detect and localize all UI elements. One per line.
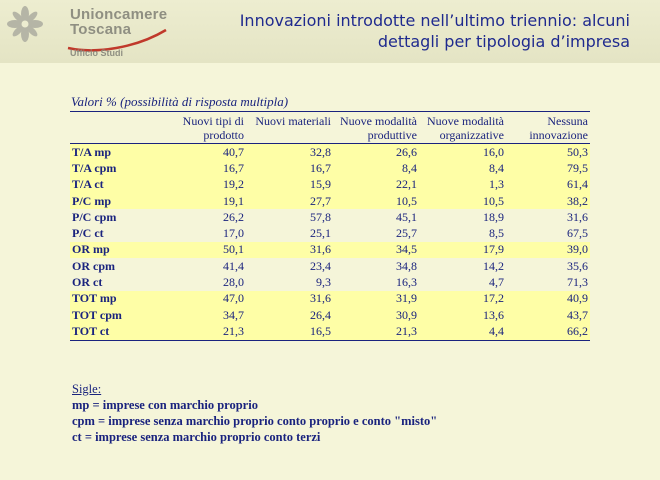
table-cell: 35,6 — [506, 258, 590, 274]
row-label: P/C mp — [70, 193, 156, 209]
table-cell: 8,4 — [333, 160, 419, 176]
table-cell: 66,2 — [506, 323, 590, 340]
table-cell: 8,4 — [419, 160, 506, 176]
table-row — [70, 144, 590, 161]
table-cell: 26,4 — [246, 307, 333, 323]
table-row — [70, 307, 590, 323]
table-cell: 34,8 — [333, 258, 419, 274]
row-label: TOT mp — [70, 291, 156, 307]
table-cell: 8,5 — [419, 225, 506, 241]
table-cell: 16,7 — [156, 160, 246, 176]
table-subtitle: Valori % (possibilità di risposta multipla) — [71, 94, 289, 109]
column-header: Nuovi materiali — [246, 112, 333, 144]
table-cell: 17,2 — [419, 291, 506, 307]
legend-title: Sigle: — [72, 382, 102, 396]
row-label: OR cpm — [70, 258, 156, 274]
legend-item: ct = imprese senza marchio proprio conto terzi — [72, 430, 321, 444]
header-blank — [70, 112, 156, 144]
table-cell: 67,5 — [506, 225, 590, 241]
table-cell: 16,3 — [333, 274, 419, 290]
row-label: P/C cpm — [70, 209, 156, 225]
unioncamere-logo-icon — [5, 4, 59, 44]
table-cell: 22,1 — [333, 177, 419, 193]
table-cell: 23,4 — [246, 258, 333, 274]
row-label: OR mp — [70, 242, 156, 258]
table-cell: 19,1 — [156, 193, 246, 209]
row-label: TOT cpm — [70, 307, 156, 323]
table-cell: 45,1 — [333, 209, 419, 225]
table-row — [70, 177, 590, 193]
table-cell: 4,4 — [419, 323, 506, 340]
table-body — [70, 144, 590, 341]
table-cell: 4,7 — [419, 274, 506, 290]
logo-subtitle: Ufficio Studi — [70, 48, 123, 58]
table-cell: 31,9 — [333, 291, 419, 307]
legend — [72, 381, 437, 445]
logo-line-2: Toscana — [70, 21, 132, 38]
table-cell: 26,2 — [156, 209, 246, 225]
table-row — [70, 160, 590, 176]
table-cell: 16,7 — [246, 160, 333, 176]
table-cell: 25,1 — [246, 225, 333, 241]
table-cell: 15,9 — [246, 177, 333, 193]
table-cell: 50,3 — [506, 144, 590, 161]
table-cell: 21,3 — [156, 323, 246, 340]
table-cell: 10,5 — [333, 193, 419, 209]
table-cell: 41,4 — [156, 258, 246, 274]
row-label: TOT ct — [70, 323, 156, 340]
table-cell: 31,6 — [506, 209, 590, 225]
table-cell: 79,5 — [506, 160, 590, 176]
table-row — [70, 225, 590, 241]
table-row — [70, 193, 590, 209]
legend-item: mp = imprese con marchio proprio — [72, 398, 258, 412]
table-cell: 39,0 — [506, 242, 590, 258]
table-cell: 61,4 — [506, 177, 590, 193]
slide-header — [0, 0, 660, 63]
table-cell: 25,7 — [333, 225, 419, 241]
table-cell: 71,3 — [506, 274, 590, 290]
table-cell: 40,7 — [156, 144, 246, 161]
table-cell: 17,0 — [156, 225, 246, 241]
table-cell: 47,0 — [156, 291, 246, 307]
slide-title: Innovazioni introdotte nell’ultimo triennio: alcuni dettagli per tipologia d’impresa — [239, 11, 630, 51]
row-label: P/C ct — [70, 225, 156, 241]
table-cell: 34,5 — [333, 242, 419, 258]
table-header-row — [70, 112, 590, 144]
table-cell: 10,5 — [419, 193, 506, 209]
table-row — [70, 274, 590, 290]
table-cell: 13,6 — [419, 307, 506, 323]
table-cell: 40,9 — [506, 291, 590, 307]
table-cell: 57,8 — [246, 209, 333, 225]
table-row — [70, 291, 590, 307]
innovation-table — [70, 111, 590, 341]
table-cell: 16,0 — [419, 144, 506, 161]
row-label: T/A ct — [70, 177, 156, 193]
table-cell: 9,3 — [246, 274, 333, 290]
logo-line-1: Unioncamere — [70, 6, 168, 23]
table-cell: 31,6 — [246, 242, 333, 258]
table-cell: 1,3 — [419, 177, 506, 193]
table-row — [70, 323, 590, 340]
table-cell: 38,2 — [506, 193, 590, 209]
row-label: T/A cpm — [70, 160, 156, 176]
table-cell: 32,8 — [246, 144, 333, 161]
table-row — [70, 242, 590, 258]
table-cell: 17,9 — [419, 242, 506, 258]
column-header: Nessuna innovazione — [506, 112, 590, 144]
table-row — [70, 209, 590, 225]
table-cell: 21,3 — [333, 323, 419, 340]
table-cell: 26,6 — [333, 144, 419, 161]
row-label: OR ct — [70, 274, 156, 290]
table-cell: 16,5 — [246, 323, 333, 340]
row-label: T/A mp — [70, 144, 156, 161]
table-cell: 43,7 — [506, 307, 590, 323]
table-cell: 27,7 — [246, 193, 333, 209]
table-cell: 34,7 — [156, 307, 246, 323]
table-cell: 18,9 — [419, 209, 506, 225]
table-cell: 19,2 — [156, 177, 246, 193]
table-row — [70, 258, 590, 274]
table-cell: 28,0 — [156, 274, 246, 290]
table-cell: 30,9 — [333, 307, 419, 323]
column-header: Nuovi tipi di prodotto — [156, 112, 246, 144]
column-header: Nuove modalità organizzative — [419, 112, 506, 144]
table-cell: 14,2 — [419, 258, 506, 274]
table-cell: 31,6 — [246, 291, 333, 307]
column-header: Nuove modalità produttive — [333, 112, 419, 144]
table-cell: 50,1 — [156, 242, 246, 258]
legend-item: cpm = imprese senza marchio proprio conto proprio e conto "misto" — [72, 414, 438, 428]
